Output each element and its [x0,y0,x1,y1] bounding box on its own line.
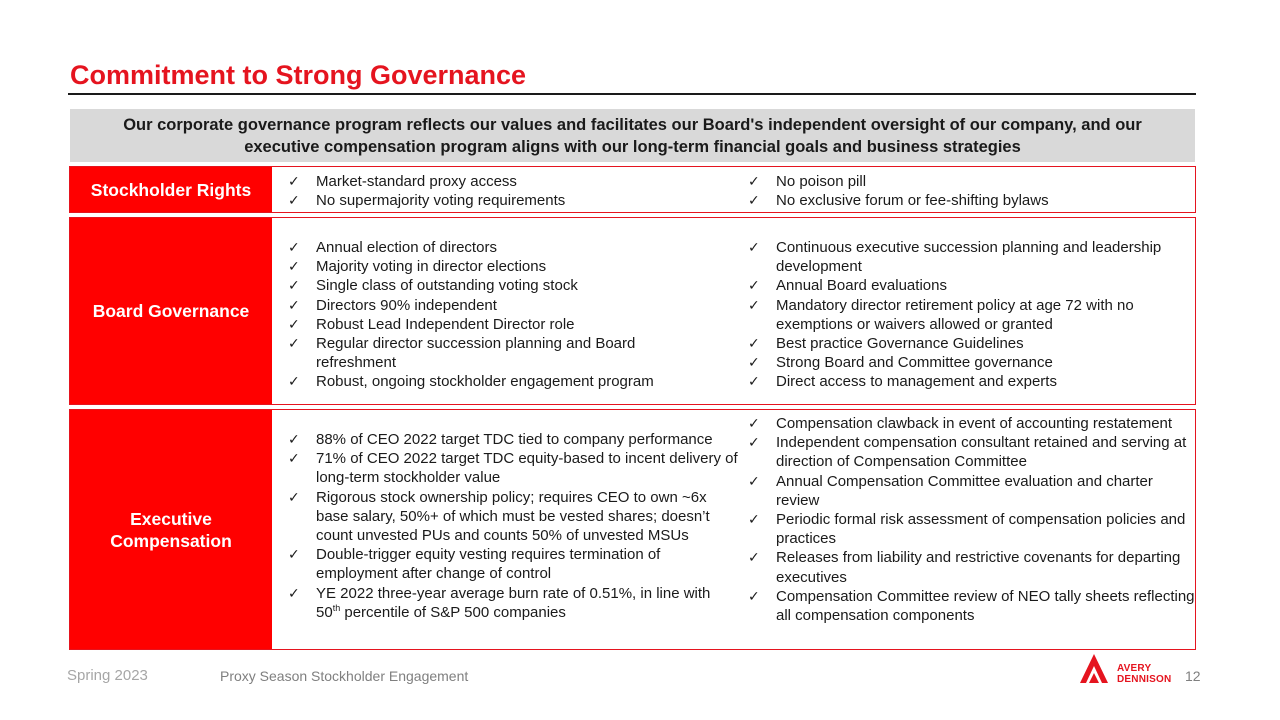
list-item-text: Annual election of directors [316,239,497,256]
summary-banner [70,109,1195,162]
list-item-text: Compensation Committee review of NEO tally sheets reflecting all compensation components [776,587,1195,625]
check-icon: ✓ [748,434,760,451]
list-item [748,238,1168,276]
list-item [748,296,1168,334]
check-icon: ✓ [748,415,760,431]
list-item [748,510,1196,548]
check-icon: ✓ [748,335,760,352]
list-item-text: Periodic formal risk assessment of compensation policies and practices [776,511,1186,548]
list-item-text: Directors 90% independent [316,296,497,314]
check-icon: ✓ [748,173,760,189]
check-icon: ✓ [288,239,300,255]
list-item [748,587,1196,625]
list-item-text: Annual Board evaluations [776,277,947,295]
list-item [748,548,1196,586]
list-item [748,191,1188,210]
title-divider [68,93,1196,95]
list-item [288,276,688,295]
stockholder-rights-right-list [748,172,1188,210]
footer-subtitle: Proxy Season Stockholder Engagement [220,668,469,684]
page-number: 12 [1185,668,1201,684]
list-item [288,238,688,257]
list-item [288,488,738,546]
check-icon: ✓ [748,296,760,313]
list-item [748,353,1168,372]
list-item [748,172,1188,191]
check-icon: ✓ [748,239,760,255]
list-item-text: Regular director succession planning and Board refreshment [316,335,636,372]
list-item-text: Majority voting in director elections [316,258,547,276]
logo-line-1: AVERY [1117,663,1152,674]
board-governance-left-list [288,238,688,392]
check-icon: ✓ [288,335,300,352]
list-item-text: Rigorous stock ownership policy; requires CEO to own ~6x base salary, 50%+ of which must be vested shares; doesn’t count unvested PUs and counts 50% of unvested MSUs [316,488,710,545]
list-item-text: Best practice Governance Guidelines [776,335,1024,353]
burn-rate-text-part-1: YE 2022 three-year average burn rate of 0.51%, in line with 50 [316,584,711,621]
list-item-text: No exclusive forum or fee-shifting bylaws [776,192,1049,210]
executive-compensation-label-line-2: Compensation [110,530,232,551]
list-item [288,334,688,372]
list-item-text: Strong Board and Committee governance [776,354,1053,372]
list-item-text: 88% of CEO 2022 target TDC tied to company performance [316,431,713,448]
list-item [748,372,1168,391]
list-item [288,372,688,391]
stockholder-rights-label: Stockholder Rights [70,167,272,212]
banner-line-2: executive compensation program aligns with our long-term financial goals and business strategies [244,138,1021,156]
check-icon: ✓ [288,431,300,447]
executive-compensation-right-list [748,414,1196,625]
stockholder-rights-left-list [288,172,728,210]
check-icon: ✓ [288,192,300,209]
list-item-text: 71% of CEO 2022 target TDC equity-based to incent delivery of long-term stockholder value [316,450,738,487]
executive-compensation-label [70,410,272,649]
list-item [288,296,688,315]
list-item [748,472,1196,510]
list-item-text: No poison pill [776,173,867,190]
ordinal-suffix: th [332,602,341,613]
list-item-text: Mandatory director retirement policy at age 72 with no exemptions or waivers allowed or granted [776,296,1134,333]
check-icon: ✓ [288,258,300,275]
check-icon: ✓ [748,192,760,209]
list-item [288,584,738,622]
list-item [288,545,738,583]
executive-compensation-label-line-1: Executive [130,508,212,529]
list-item-text: Independent compensation consultant retained and serving at direction of Compensation Committee [776,434,1187,471]
list-item-text: Robust, ongoing stockholder engagement program [316,373,654,391]
list-item-text: Releases from liability and restrictive covenants for departing executives [776,549,1181,586]
check-icon: ✓ [288,296,300,313]
list-item [748,334,1168,353]
board-governance-label: Board Governance [70,218,272,404]
banner-line-1: Our corporate governance program reflects our values and facilitates our Board's independent oversight of our company, and our [123,116,1142,134]
check-icon: ✓ [288,450,300,467]
list-item [288,191,728,210]
list-item [288,315,688,334]
burn-rate-text-part-2: percentile of S&P 500 companies [340,603,566,621]
board-governance-row [69,217,1196,405]
list-item-text: Continuous executive succession planning and leadership development [776,239,1162,276]
executive-compensation-row [69,409,1196,650]
check-icon: ✓ [288,315,300,332]
check-icon: ✓ [288,373,300,390]
list-item-text: Direct access to management and experts [776,373,1057,391]
list-item-text: No supermajority voting requirements [316,192,566,210]
check-icon: ✓ [288,584,300,601]
list-item [748,276,1168,295]
stockholder-rights-row [69,166,1196,213]
list-item-text: Double-trigger equity vesting requires termination of employment after change of control [316,546,661,583]
check-icon: ✓ [748,511,760,528]
list-item-text: Robust Lead Independent Director role [316,315,575,333]
board-governance-right-list [748,238,1168,392]
check-icon: ✓ [748,277,760,294]
list-item-text: Annual Compensation Committee evaluation and charter review [776,472,1153,509]
list-item [288,257,688,276]
check-icon: ✓ [288,488,300,505]
logo-line-2: DENNISON [1117,674,1172,685]
avery-dennison-logo-text [1117,663,1171,685]
list-item [288,430,738,449]
list-item [748,433,1196,471]
check-icon: ✓ [748,587,760,604]
check-icon: ✓ [748,373,760,390]
footer-season: Spring 2023 [67,667,148,684]
list-item-text: Single class of outstanding voting stock [316,277,578,295]
list-item [288,172,728,191]
check-icon: ✓ [288,546,300,563]
list-item [748,414,1196,433]
page-title: Commitment to Strong Governance [70,60,527,90]
check-icon: ✓ [748,354,760,371]
check-icon: ✓ [288,277,300,294]
check-icon: ✓ [748,549,760,566]
list-item-text: Market-standard proxy access [316,173,517,190]
executive-compensation-left-list [288,430,738,584]
check-icon: ✓ [748,472,760,489]
list-item-text: Compensation clawback in event of accounting restatement [776,415,1173,432]
list-item [288,449,738,487]
check-icon: ✓ [288,173,300,189]
